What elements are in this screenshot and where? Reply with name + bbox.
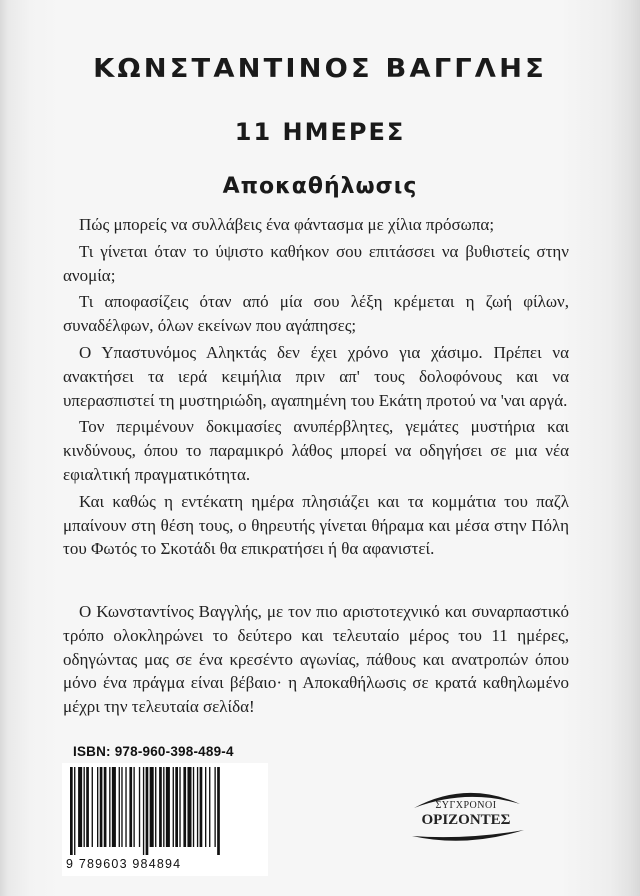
barcode-bar	[133, 767, 134, 847]
blurb-paragraph: Πώς μπορείς να συλλάβεις ένα φάντασμα με χίλια πρόσωπα;	[79, 215, 495, 234]
blurb-paragraph: Και καθώς η εντέκατη ημέρα πλησιάζει και τα κομμάτια του παζλ μπαίνουν στη θέση τους, ο θηρευτής γίνεται θήραμα και μέσα στην Πόλη του Φωτός το Σκοτάδι θα επικρατήσει ή θα αφανιστεί.	[63, 491, 569, 559]
author-name: ΚΩΝΣΤΑΝΤΙΝΟΣ ΒΑΓΓΛΗΣ	[93, 54, 547, 84]
barcode-bar	[214, 767, 215, 847]
barcode-bar	[109, 767, 110, 847]
blurb-paragraph: Τι αποφασίζεις όταν από μία σου λέξη κρέμεται η ζωή φίλων, συναδέλφων, όλων εκείνων που αγάπησες;	[63, 292, 569, 336]
barcode-bar	[183, 767, 186, 847]
barcode-bar	[125, 767, 126, 847]
barcode-bar	[70, 767, 73, 855]
barcode-bar	[200, 767, 203, 847]
publisher-name-line1: ΣΥΓΧΡΟΝΟΙ	[435, 800, 497, 811]
barcode-bar	[129, 767, 132, 847]
barcode-bar	[139, 767, 140, 847]
barcode-bar	[166, 767, 170, 847]
barcode-bar	[163, 767, 164, 847]
blurb-text	[63, 213, 569, 564]
barcode-bar	[205, 767, 206, 847]
barcode-bar	[104, 767, 107, 847]
barcode-bar	[175, 767, 178, 847]
isbn-label: ISBN: 978-960-398-489-4	[73, 744, 234, 759]
book-title: 11 ΗΜΕΡΕΣ	[234, 118, 406, 146]
barcode-digits: 9 789603 984894	[66, 857, 182, 871]
closing-text: Ο Κωνσταντίνος Βαγγλής, με τον πιο αριστοτεχνικό και συναρπαστικό τρόπο ολοκληρώνει το δεύτερο και τελευταίο μέρος του 11 ημέρες, οδηγώντας μας σε ένα κρεσέντο αγωνίας, πάθους και ανατροπών όπου μόνο ένα πράγμα είναι βέβαιο· η Αποκαθήλωσις σε κρατά καθηλωμένο μέχρι την τελευταία σελίδα!	[63, 602, 569, 717]
barcode-bar	[173, 767, 174, 847]
publisher-logo	[396, 786, 536, 846]
barcode-bar	[155, 767, 156, 847]
barcode-bar	[121, 767, 122, 847]
barcode-bar	[193, 767, 194, 847]
barcode-bar	[74, 767, 75, 855]
barcode-bar	[100, 767, 103, 847]
barcode-bar	[86, 767, 89, 847]
barcode-bars	[66, 767, 264, 857]
barcode-bar	[143, 767, 144, 855]
closing-paragraph	[63, 600, 569, 719]
publisher-name-line2: ΟΡΙΖΟΝΤΕΣ	[421, 812, 511, 828]
barcode-bar	[84, 767, 85, 847]
barcode-bar	[92, 767, 93, 847]
barcode-bar	[146, 767, 149, 855]
barcode-bar	[78, 767, 82, 847]
barcode-bar	[217, 767, 220, 855]
blurb-paragraph: Ο Υπαστυνόμος Αληκτάς δεν έχει χρόνο για χάσιμο. Πρέπει να ανακτήσει τα ιερά κειμήλια πριν απ' τους δολοφόνους και να υπερασπιστεί τη μυστηριώδη, αγαπημένη του Εκάτη προτού να 'ναι αργά.	[63, 342, 569, 410]
blurb-paragraph: Τον περιμένουν δοκιμασίες ανυπέρβλητες, γεμάτες μυστήρια και κινδύνους, όπου το παραμικρό λάθος μπορεί να οδηγήσει σε μια νέα εφιαλτική πραγματικότητα.	[63, 417, 569, 484]
barcode-bar	[209, 767, 210, 847]
barcode-bar	[197, 767, 198, 847]
barcode-bar	[112, 767, 116, 847]
barcode-bar	[159, 767, 162, 847]
barcode-bar	[187, 767, 191, 847]
barcode-bar	[179, 767, 180, 847]
barcode-bar	[150, 767, 154, 847]
blurb-paragraph: Τι γίνεται όταν το ύψιστο καθήκον σου επιτάσσει να βυθιστείς στην ανομία;	[63, 241, 569, 285]
barcode-bar	[97, 767, 98, 847]
barcode-bar	[119, 767, 120, 847]
book-subtitle: Αποκαθήλωσις	[222, 174, 418, 199]
